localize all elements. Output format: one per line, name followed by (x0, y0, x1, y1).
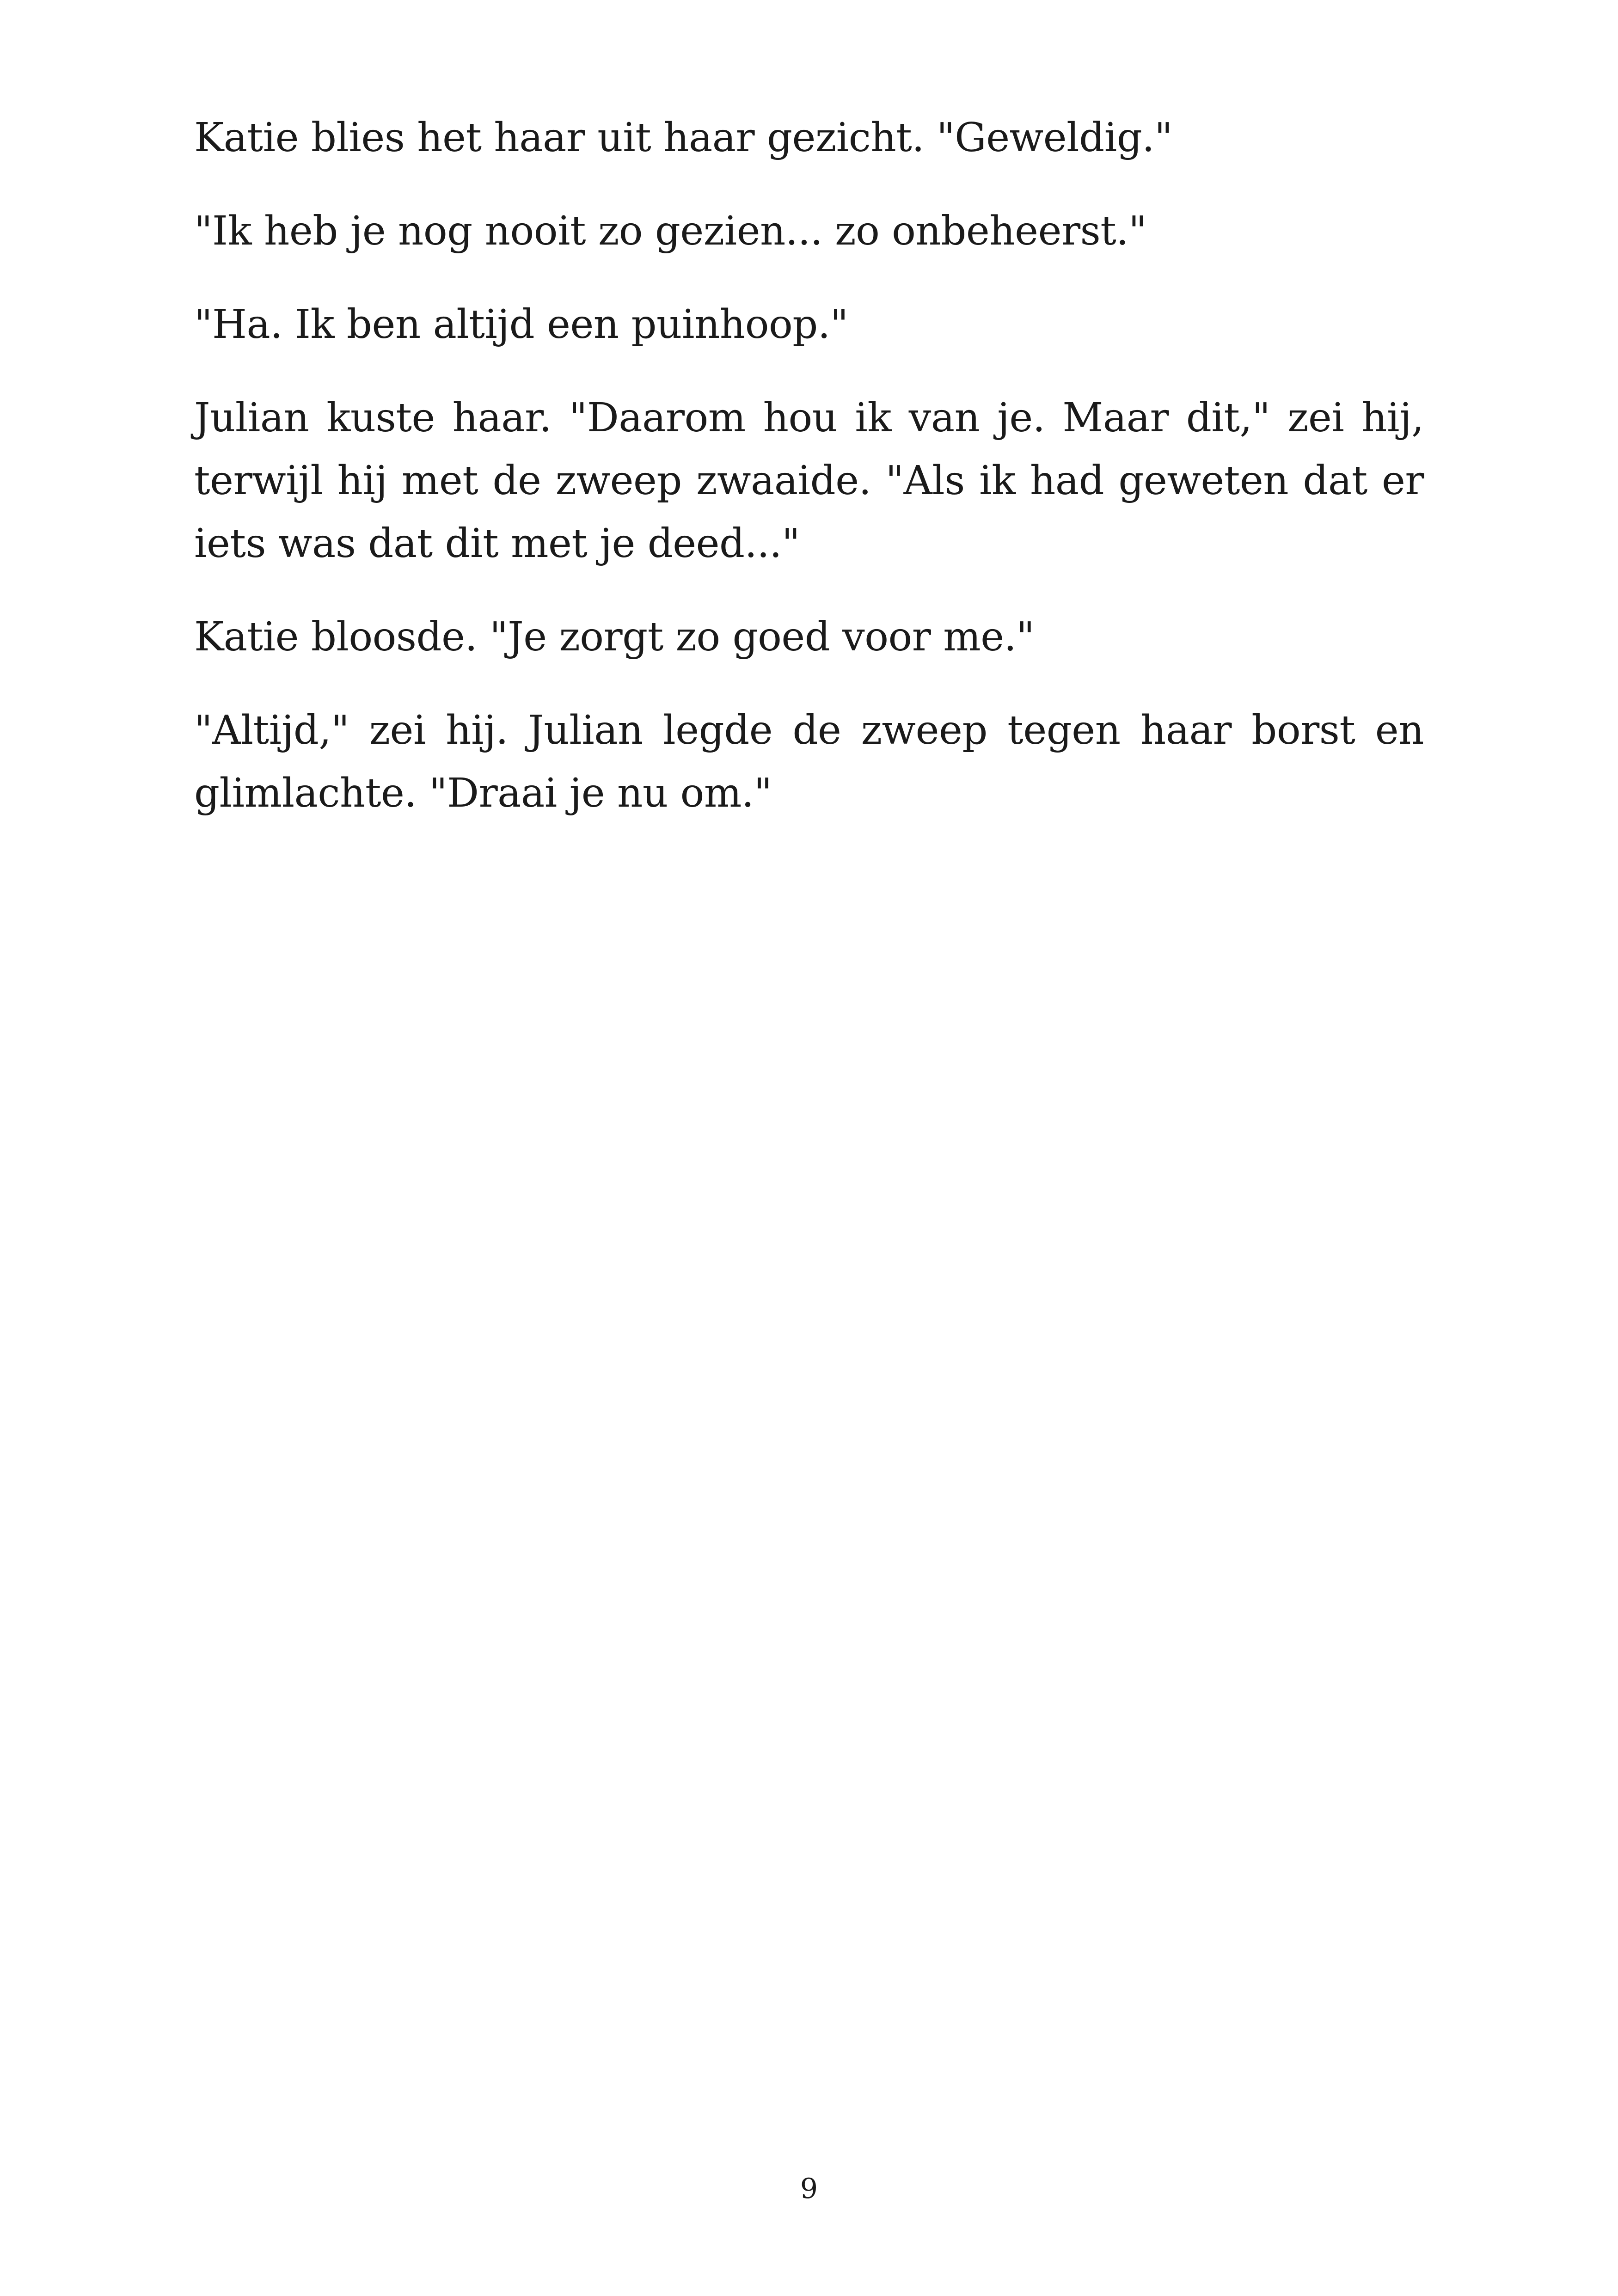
paragraph: "Ha. Ik ben altijd een puinhoop." (194, 301, 848, 348)
paragraph: "Ik heb je nog nooit zo gezien... zo onbeheerst." (194, 208, 1147, 254)
paragraph: Katie blies het haar uit haar gezicht. "Geweldig." (194, 115, 1173, 161)
paragraph: Katie bloosde. "Je zorgt zo goed voor me." (194, 614, 1035, 660)
page-number: 9 (800, 2173, 818, 2205)
paragraph: "Altijd," zei hij. Julian legde de zweep tegen haar borst en glimlachte. "Draai je nu om." (194, 707, 1424, 816)
paragraph: Julian kuste haar. "Daarom hou ik van je. Maar dit," zei hij, terwijl hij met de zweep zwaaide. "Als ik had geweten dat er iets was dat dit met je deed..." (194, 395, 1424, 567)
body-text (194, 106, 1424, 855)
